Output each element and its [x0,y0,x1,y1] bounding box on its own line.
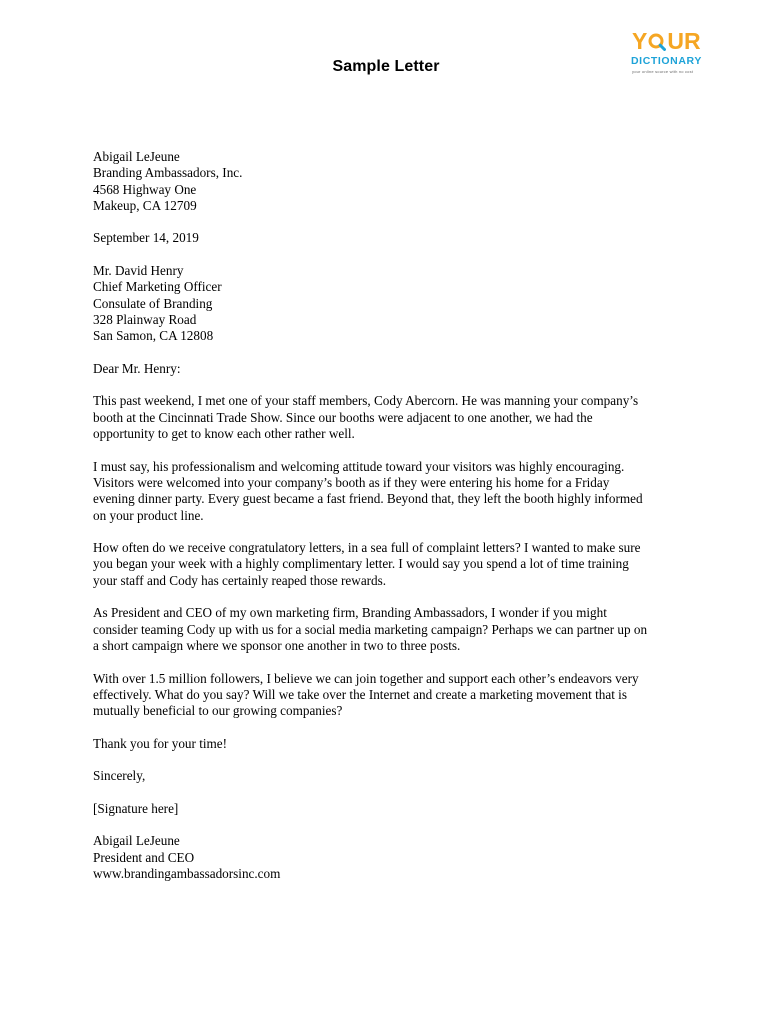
closing-text: Sincerely, [93,768,146,784]
sender-address [93,149,693,214]
page-title: Sample Letter [332,58,440,75]
logo-dictionary-text: DICTIONARY [631,55,702,67]
signoff-name: Abigail LeJeune [93,833,180,849]
recipient-line: Consulate of Branding [93,295,213,311]
body-paragraph-2 [93,459,693,524]
closing [93,768,693,784]
logo-letter-y: Y [632,28,648,54]
body-paragraph-4 [93,605,693,654]
paragraph-line: your staff and Cody has certainly reaped those rewards. [93,572,387,588]
sender-line: Branding Ambassadors, Inc. [93,165,243,181]
signoff-website: www.brandingambassadorsinc.com [93,866,281,882]
recipient-line: San Samon, CA 12808 [93,328,214,344]
recipient-line: Mr. David Henry [93,263,184,279]
paragraph-line: on your product line. [93,507,204,523]
signoff-title: President and CEO [93,849,195,865]
paragraph-line: consider teaming Cody up with us for a social media marketing campaign? Perhaps we can partner up on [93,621,648,637]
signature-placeholder [93,801,693,817]
paragraph-line: Visitors were welcomed into your company’s booth as if they were entering his home for a Friday [93,474,610,490]
paragraph-line: opportunity to get to know each other rather well. [93,426,355,442]
date-text: September 14, 2019 [93,230,199,246]
paragraph-line: I must say, his professionalism and welcoming attitude toward your visitors was highly encouraging. [93,458,625,474]
body-paragraph-5 [93,671,693,720]
recipient-line: 328 Plainway Road [93,311,197,327]
sender-line: Abigail LeJeune [93,149,180,164]
logo-letters-ur: UR [667,28,701,54]
paragraph-line: booth at the Cincinnati Trade Show. Since our booths were adjacent to one another, we had the [93,409,593,425]
paragraph-line: This past weekend, I met one of your staff members, Cody Abercorn. He was manning your company’s [93,393,639,409]
body-paragraph-3 [93,540,693,589]
paragraph-line: How often do we receive congratulatory letters, in a sea full of complaint letters? I wanted to make sure [93,540,641,556]
body-paragraph-6 [93,736,693,752]
recipient-address [93,263,693,344]
sender-line: 4568 Highway One [93,181,197,197]
body-paragraph-1 [93,393,693,442]
logo-your-text [632,28,701,54]
paragraph-line: With over 1.5 million followers, I believe we can join together and support each other’s endeavors very [93,670,639,686]
paragraph-line: effectively. What do you say? Will we take over the Internet and create a marketing movement that is [93,686,627,702]
paragraph-line: evening dinner party. Every guest became a fast friend. Beyond that, they left the booth highly informed [93,491,643,507]
signature-text: [Signature here] [93,800,179,816]
letter-date [93,230,693,246]
magnifying-glass-icon [648,33,666,51]
salutation-text: Dear Mr. Henry: [93,360,181,376]
signoff [93,833,693,882]
sender-line: Makeup, CA 12709 [93,197,197,213]
paragraph-line: mutually beneficial to our growing companies? [93,703,343,719]
paragraph-line: As President and CEO of my own marketing firm, Branding Ambassadors, I wonder if you might [93,605,607,621]
paragraph-line: you began your week with a highly complimentary letter. I would say you spend a lot of time training [93,556,629,572]
logo-tagline: your online source with no cost [632,69,694,74]
recipient-line: Chief Marketing Officer [93,279,222,295]
letter-body [93,149,693,899]
paragraph-line: Thank you for your time! [93,735,228,751]
salutation [93,361,693,377]
paragraph-line: a short campaign where we sponsor one another in two to three posts. [93,637,461,653]
